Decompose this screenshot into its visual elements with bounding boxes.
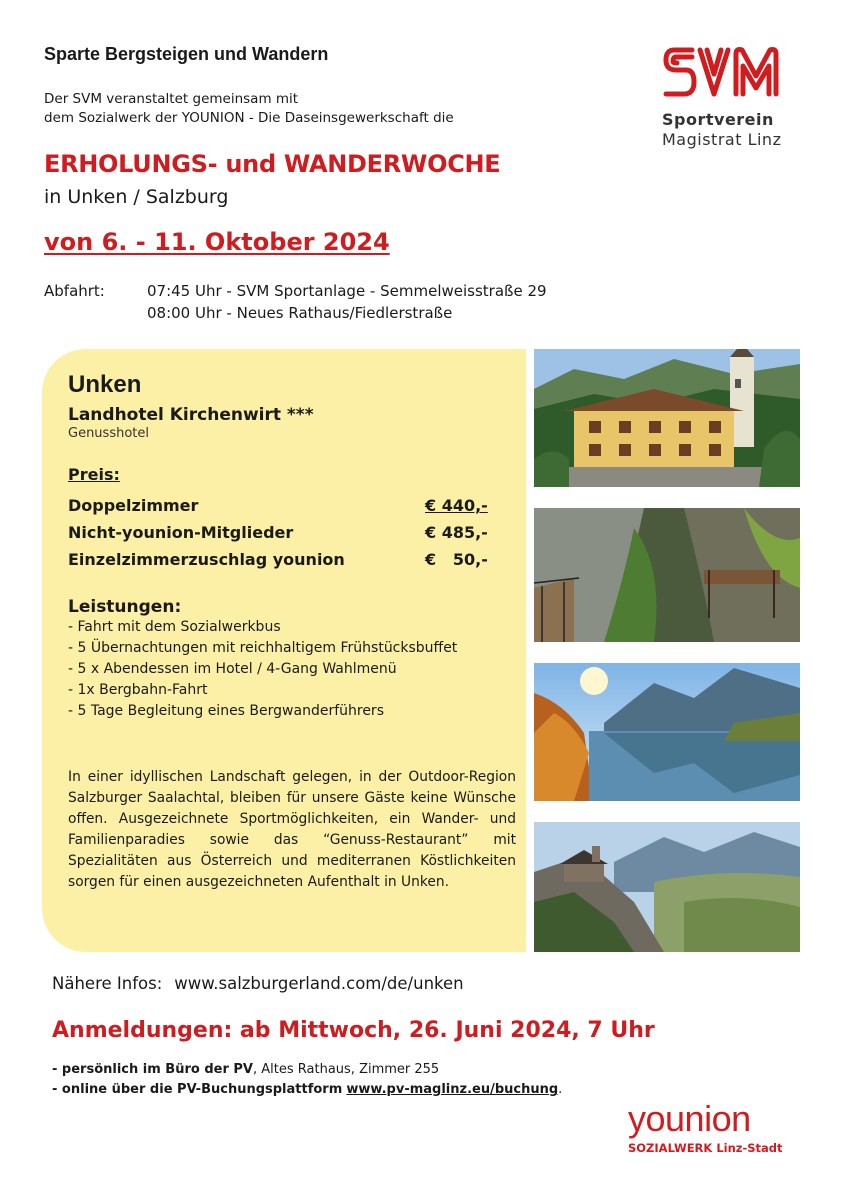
more-info-link[interactable]: www.salzburgerland.com/de/unken: [174, 974, 464, 993]
option-in-person-rest: , Altes Rathaus, Zimmer 255: [253, 1062, 440, 1077]
registration-heading: Anmeldungen: ab Mittwoch, 26. Juni 2024, 7 Uhr: [52, 1018, 655, 1043]
option-online-end: .: [558, 1082, 563, 1097]
departure-line-1: 07:45 Uhr - SVM Sportanlage - Semmelweisstraße 29: [147, 282, 547, 300]
intro-line-2: dem Sozialwerk der YOUNION - Die Daseinsgewerkschaft die: [44, 110, 454, 126]
price-value: € 485,-: [425, 523, 488, 542]
more-info: [52, 974, 464, 993]
section-title: Sparte Bergsteigen und Wandern: [44, 44, 329, 64]
intro-text: [44, 90, 454, 128]
services-heading: Leistungen:: [68, 597, 182, 617]
booking-link[interactable]: www.pv-maglinz.eu/buchung: [346, 1082, 559, 1097]
departure-line-2: 08:00 Uhr - Neues Rathaus/Fiedlerstraße: [147, 304, 453, 322]
price-label: Einzelzimmerzuschlag younion: [68, 550, 345, 569]
price-row: [68, 546, 518, 573]
gorge-photo: [534, 508, 800, 642]
price-label: Nicht-younion-Mitglieder: [68, 523, 294, 542]
service-item: - 5 Übernachtungen mit reichhaltigem Frühstücksbuffet: [68, 640, 458, 656]
option-online-bold: - online über die PV-Buchungsplattform: [52, 1082, 343, 1097]
price-row: [68, 519, 518, 546]
lake-photo: [534, 663, 800, 801]
service-item: - 1x Bergbahn-Fahrt: [68, 682, 208, 698]
place-name: Unken: [68, 371, 142, 398]
service-item: - Fahrt mit dem Sozialwerkbus: [68, 619, 281, 635]
option-in-person-bold: - persönlich im Büro der PV: [52, 1062, 253, 1077]
intro-line-1: Der SVM veranstaltet gemeinsam mit: [44, 91, 299, 107]
hotel-type: Genusshotel: [68, 426, 149, 441]
service-item: - 5 Tage Begleitung eines Bergwanderführers: [68, 703, 384, 719]
service-item: - 5 x Abendessen im Hotel / 4-Gang Wahlmenü: [68, 661, 397, 677]
departure-label: Abfahrt:: [44, 282, 105, 300]
price-row: [68, 492, 518, 519]
event-location: in Unken / Salzburg: [44, 186, 229, 208]
event-dates: von 6. - 11. Oktober 2024: [44, 228, 390, 256]
younion-logo-subtitle: SOZIALWERK Linz-Stadt: [628, 1141, 783, 1155]
younion-logo: [628, 1100, 798, 1155]
svm-logo-line-1: Sportverein: [662, 110, 774, 129]
price-value: € 50,-: [425, 550, 488, 569]
price-value: € 440,-: [425, 496, 488, 515]
price-label: Doppelzimmer: [68, 496, 199, 515]
offer-panel: [42, 349, 526, 952]
departure-info: [44, 280, 604, 324]
price-heading: Preis:: [68, 465, 120, 484]
more-info-label: Nähere Infos:: [52, 974, 163, 993]
hotel-description: In einer idyllischen Landschaft gelegen, in der Outdoor-Region Salzburger Saalachtal, bleiben für unsere Gäste keine Wünsche offen. Ausgezeichnete Sportmöglichkeiten, ein Wander- und Familienparadies sowie das “Genuss-Restaurant” mit Spezialitäten aus Österreich und mediterranen Köstlichkeiten sorgen für einen ausgezeichneten Aufenthalt in Unken.: [68, 769, 516, 890]
svm-logo-mark: [662, 40, 782, 106]
mountain-house-photo: [534, 822, 800, 952]
hotel-photo: [534, 349, 800, 487]
svm-logo-line-2: Magistrat Linz: [662, 130, 782, 149]
svm-logo: [662, 40, 784, 150]
event-title: ERHOLUNGS- und WANDERWOCHE: [44, 150, 501, 178]
hotel-name: Landhotel Kirchenwirt ***: [68, 405, 314, 425]
price-list: [68, 492, 518, 573]
services-list: [68, 617, 518, 722]
registration-options: [52, 1060, 562, 1100]
younion-logo-word: younion: [628, 1098, 751, 1139]
